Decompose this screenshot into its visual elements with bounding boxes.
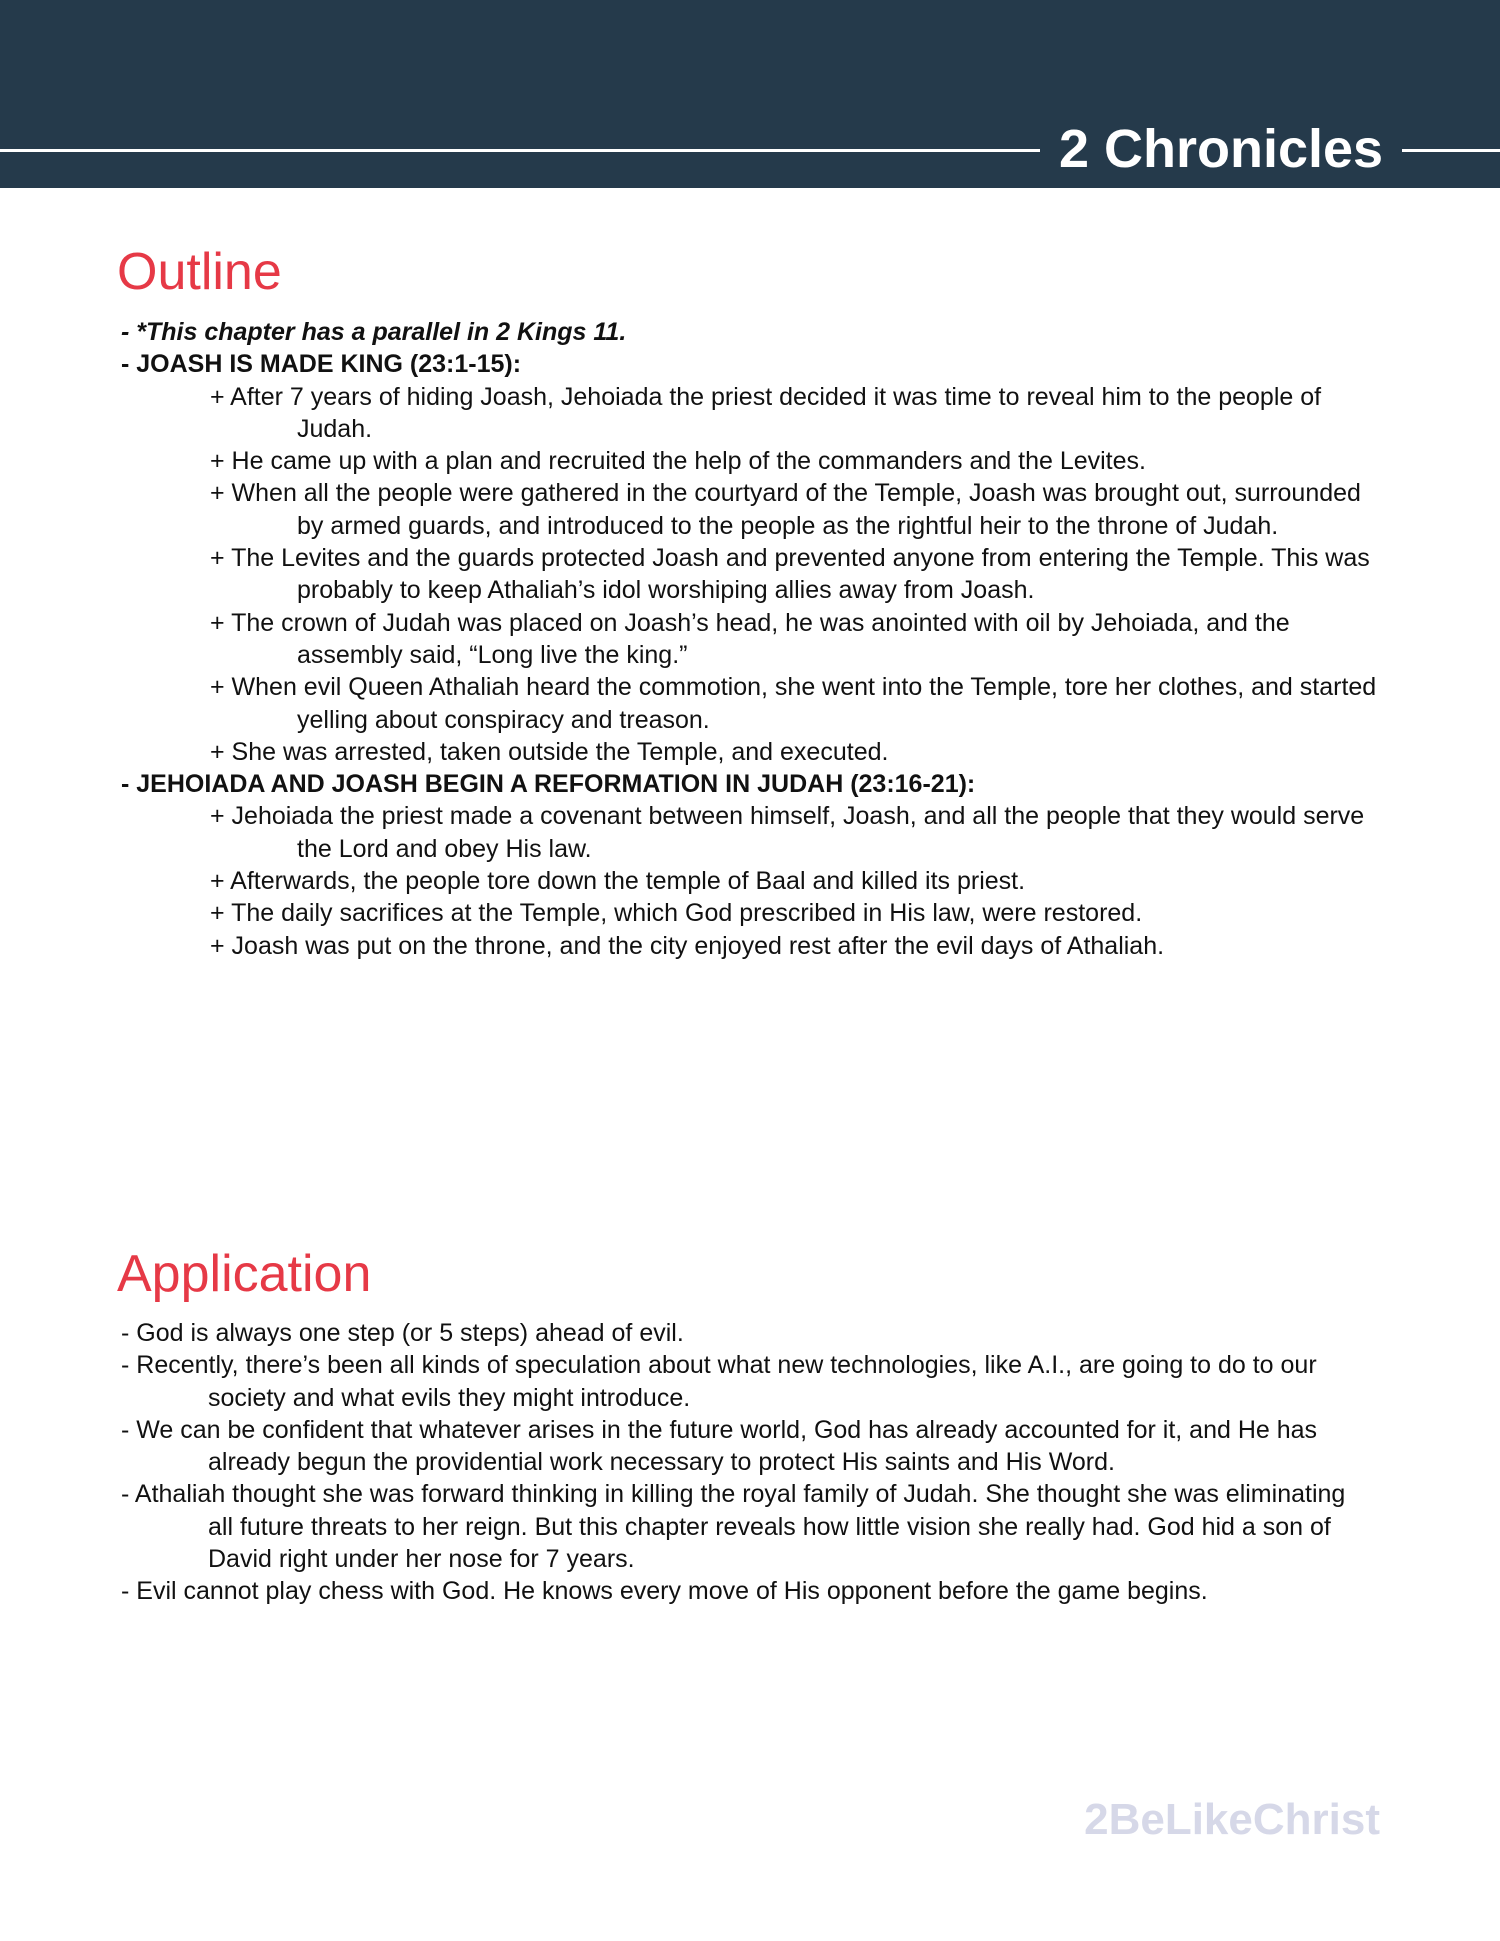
outline-item: + The daily sacrifices at the Temple, which God prescribed in His law, were restored. [210,899,1143,928]
outline-heading: Outline [117,243,282,301]
page-header [0,0,1500,188]
brand-watermark: 2BeLikeChrist [1084,1795,1380,1844]
parallel-note: - *This chapter has a parallel in 2 Kings 11. [121,318,627,346]
application-item: - Athaliah thought she was forward thinking in killing the royal family of Judah. She thought she was eliminating all future threats to her reign. But this chapter reveals how little vision she really had. God hid a son of David right under her nose for 7 years. [121,1480,1346,1574]
outline-item: + Jehoiada the priest made a covenant between himself, Joash, and all the people that they would serve the Lord and obey His law. [210,802,1365,863]
application-list [0,1317,1500,1608]
application-item: - Evil cannot play chess with God. He knows every move of His opponent before the game begins. [121,1577,1208,1606]
header-rule-left [0,149,1040,152]
section-heading-reformation: - JEHOIADA AND JOASH BEGIN A REFORMATION IN JUDAH (23:16-21): [121,770,976,799]
application-item: - Recently, there’s been all kinds of speculation about what new technologies, like A.I., are going to do to our society and what evils they might introduce. [121,1351,1317,1412]
outline-item: + The crown of Judah was placed on Joash’s head, he was anointed with oil by Jehoiada, and the assembly said, “Long live the king.” [210,608,1290,669]
outline-item: + The Levites and the guards protected Joash and prevented anyone from entering the Temple. This was probably to keep Athaliah’s idol worshiping allies away from Joash. [210,544,1370,605]
outline-item: + He came up with a plan and recruited the help of the commanders and the Levites. [210,447,1146,476]
application-item: - God is always one step (or 5 steps) ahead of evil. [121,1319,684,1347]
header-rule-right [1402,149,1500,152]
book-title: 2 Chronicles [1058,119,1384,179]
application-heading: Application [117,1245,372,1303]
outline-item: + When all the people were gathered in the courtyard of the Temple, Joash was brought out, surrounded by armed guards, and introduced to the people as the rightful heir to the throne of Judah. [210,479,1361,540]
outline-list [0,316,1500,962]
section-heading-joash-made-king: - JOASH IS MADE KING (23:1-15): [121,350,522,379]
outline-item: + Joash was put on the throne, and the city enjoyed rest after the evil days of Athaliah. [210,931,1165,960]
outline-item: + She was arrested, taken outside the Temple, and executed. [210,737,889,766]
outline-item: + Afterwards, the people tore down the temple of Baal and killed its priest. [210,867,1026,896]
outline-item: + When evil Queen Athaliah heard the commotion, she went into the Temple, tore her clothes, and started yelling about conspiracy and treason. [210,673,1377,734]
outline-item: + After 7 years of hiding Joash, Jehoiada the priest decided it was time to reveal him to the people of Judah. [210,382,1322,443]
application-item: - We can be confident that whatever arises in the future world, God has already accounted for it, and He has already begun the providential work necessary to protect His saints and His Word. [121,1415,1318,1477]
